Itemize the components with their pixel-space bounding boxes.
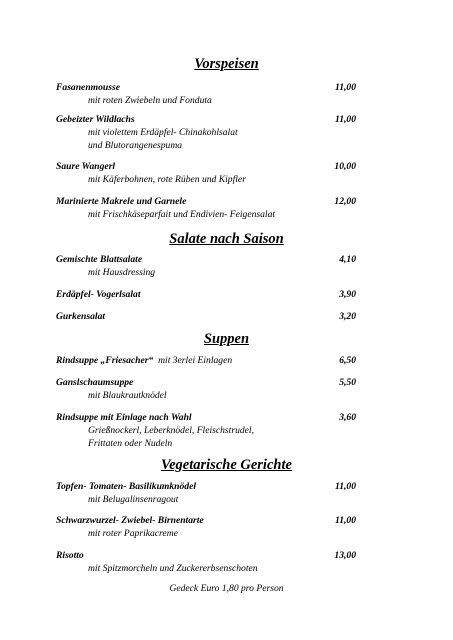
item-description: mit Blaukrautknödel [88, 390, 167, 401]
item-description: mit violettem Erdäpfel- Chinakohlsalat [88, 127, 238, 138]
menu-item [56, 376, 356, 402]
item-name-extra: mit 3erlei Einlagen [158, 355, 233, 366]
section-title-salate: Salate nach Saison [169, 231, 284, 247]
item-name: Gemischte Blattsalate [56, 254, 143, 265]
menu-item [56, 310, 356, 323]
item-description: mit roten Zwiebeln und Fonduta [88, 95, 212, 106]
menu-item [56, 253, 356, 279]
item-price: 11,00 [334, 114, 356, 125]
item-price: 11,00 [334, 481, 356, 492]
item-description: mit Hausdressing [88, 267, 156, 278]
item-description: mit Belugalinsenragout [88, 494, 179, 505]
item-price: 12,00 [334, 196, 356, 207]
item-price: 13,00 [334, 550, 356, 561]
menu-item [56, 549, 356, 575]
item-description: Frittaten oder Nudeln [88, 438, 173, 449]
section-title-vegetarisch: Vegetarische Gerichte [161, 457, 292, 473]
item-name: Risotto [56, 550, 84, 561]
menu-item [56, 354, 356, 367]
item-price: 4,10 [339, 254, 356, 265]
item-name: Erdäpfel- Vogerlsalat [56, 289, 141, 300]
item-price: 3,20 [339, 311, 356, 322]
menu-item [56, 411, 356, 450]
menu-item [56, 514, 356, 540]
menu-item [56, 113, 356, 152]
item-price: 6,50 [339, 355, 356, 366]
item-name [56, 354, 232, 367]
item-name: Ganslschaumsuppe [56, 377, 134, 388]
menu-item [56, 160, 356, 186]
item-name: Topfen- Tomaten- Basilikumknödel [56, 481, 197, 492]
section-title-suppen: Suppen [203, 331, 250, 347]
item-name: Gurkensalat [56, 311, 106, 322]
item-name: Saure Wangerl [56, 161, 116, 172]
menu-item [56, 195, 356, 221]
item-name: Rindsuppe mit Einlage nach Wahl [56, 412, 192, 423]
item-description: Grießnockerl, Leberknödel, Fleischstrudel, [88, 425, 254, 436]
item-name-main: Rindsuppe „Friesacher“ [56, 355, 154, 366]
section-title-vorspeisen: Vorspeisen [194, 56, 259, 72]
item-price: 11,00 [334, 515, 356, 526]
menu-item [56, 81, 356, 107]
item-name: Fasanenmousse [56, 82, 120, 93]
item-name: Gebeizter Wildlachs [56, 114, 135, 125]
cover-charge-note: Gedeck Euro 1,80 pro Person [169, 583, 284, 594]
item-description: mit Käferbohnen, rote Rüben und Kipfler [88, 174, 246, 185]
menu-item [56, 288, 356, 301]
item-description: mit Frischkäseparfait und Endivien- Feigensalat [88, 209, 276, 220]
item-price: 3,90 [339, 289, 356, 300]
item-name: Marinierte Makrele und Garnele [56, 196, 187, 207]
item-price: 5,50 [339, 377, 356, 388]
item-price: 3,60 [339, 412, 356, 423]
item-name: Schwarzwurzel- Zwiebel- Birnentarte [56, 515, 204, 526]
item-description: mit Spitzmorcheln und Zuckererbsenschoten [88, 563, 258, 574]
menu-item [56, 480, 356, 506]
item-description: mit roter Paprikacreme [88, 528, 178, 539]
item-description: und Blutorangenespuma [88, 140, 183, 151]
item-price: 10,00 [334, 161, 356, 172]
item-price: 11,00 [334, 82, 356, 93]
